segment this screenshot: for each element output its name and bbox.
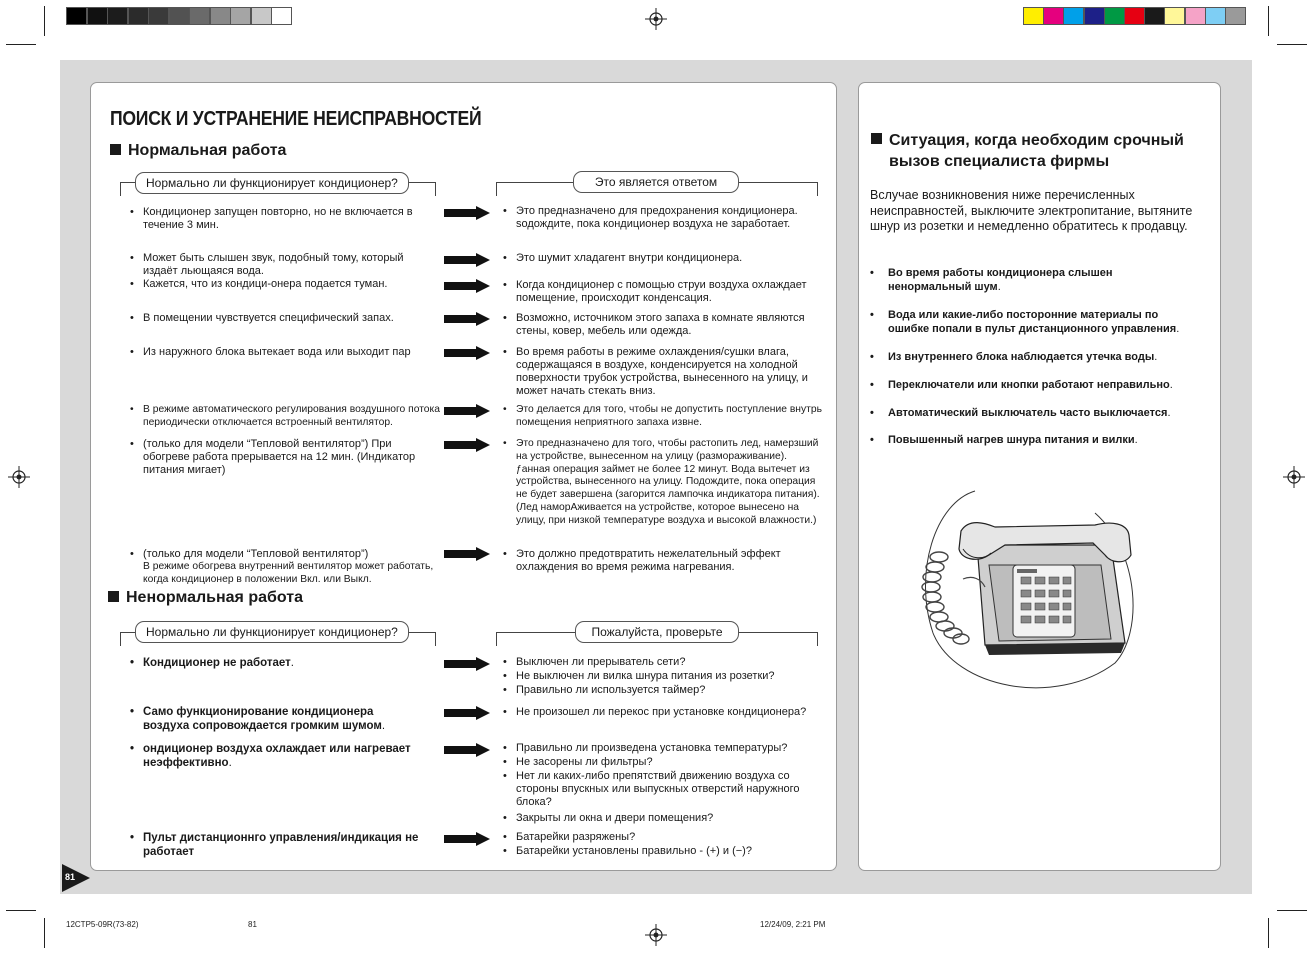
normal-row-right: • Это предназначено для предохранения кондиционера. sодождите, пока кондиционер воздуха не заработает. [503,205,823,231]
normal-row-left: • Кажется, что из кондици-онера подается туман. [130,278,425,291]
gray-swatch [230,7,251,25]
normal-row-right: • Это должно предотвратить нежелательный эффект охлаждения во время режима нагревания. [503,548,823,574]
gray-swatch [66,7,87,25]
gray-swatch [210,7,231,25]
registration-mark-icon [8,466,30,488]
urgent-item [870,308,1198,336]
arrow-right-icon [444,547,490,561]
punctuation: . [1167,407,1171,419]
square-bullet-icon [110,144,121,155]
arrow-right-icon [444,346,490,360]
urgent-item-text: Автоматический выключатель часто выключается [888,407,1168,419]
abnormal-check-item: • Батарейки установлены правильно - (+) и (−)? [503,845,823,858]
urgent-intro: Вслучае возникновения ниже перечисленных неисправностей, выключите электропитание, вытяните шнур из розетки и немедленно обратитесь к продавцу. [870,188,1193,233]
bullet-icon: • [870,379,874,391]
abnormal-row-left: • Кондиционер не работает. [130,656,420,670]
urgent-item-text: Из внутреннего блока наблюдается утечка воды [888,351,1155,363]
abnormal-check-item: • Правильно ли произведена установка температуры? [503,742,823,755]
arrow-right-icon [444,253,490,267]
color-swatch [1043,7,1064,25]
urgent-item-text: Переключатели или кнопки работают неправильно [888,379,1170,391]
normal-row-right: • Во время работы в режиме охлаждения/сушки влага, содержащаяся в воздухе, конденсируется на холодной поверхности трубок устройства, вынесенного на улицу, и может начать стекать вниз. [503,346,823,398]
color-swatch [1144,7,1165,25]
normal-row-right: • Это предназначено для того, чтобы растопить лед, намерзший на устройстве, вынесенном на улицу (размораживание). ƒанная операция займет не более 12 минут. Вода вытечет из устройства, вынесенного на улицу. Подождите, пока операция не будет завершена (загорится лампочка индикатора питания). (Лед наморАживается на устройстве, которое вынесено на улицу, при низкой температуре воздуха и высокой влажности.) [503,438,823,528]
normal-row-left: • В помещении чувствуется специфический запах. [130,312,425,325]
normal-row-left: • Кондиционер запущен повторно, но не включается в течение 3 мин. [130,206,425,232]
normal-row-left: • Может быть слышен звук, подобный тому, который издаёт льющаяся вода. [130,252,425,278]
telephone-illustration-icon [915,483,1145,698]
abnormal-answer-header: Пожалуйста, проверьте [575,621,739,643]
urgent-item-text: Во время работы кондиционера слышен ненормальный шум [888,267,1113,293]
punctuation: . [1169,379,1173,391]
bullet-icon: • [870,351,874,363]
normal-row-right: • Это делается для того, чтобы не допустить поступление внутрь помещения неприятного запаха извне. [503,404,823,430]
abnormal-check-item: • Батарейки разряжены? [503,831,823,844]
page-number: 81 [65,872,76,882]
abnormal-row-left: • ондиционер воздуха охлаждает или нагревает неэффективно. [130,742,420,770]
color-swatch [1185,7,1206,25]
abnormal-section-title [108,589,303,607]
urgent-item-text: Вода или какие-либо посторонние материалы по ошибке попали в пульт дистанционного управления [888,309,1177,335]
urgent-title-line1: Ситуация, когда необходим срочный [889,132,1184,149]
punctuation: . [1176,323,1180,335]
abnormal-check-item: • Правильно ли используется таймер? [503,684,823,697]
urgent-item [870,350,1198,364]
gray-swatch [87,7,108,25]
normal-question-label: Нормально ли функционирует кондиционер? [135,172,409,194]
normal-row-left: В режиме обогрева внутренний вентилятор может работать, когда кондиционер в положении Вкл. или Выкл. [143,561,434,585]
gray-swatch [271,7,292,25]
gray-swatch [128,7,149,25]
urgent-item [870,406,1198,420]
abnormal-check-item: • Не выключен ли вилка шнура питания из розетки? [503,670,823,683]
square-bullet-icon [871,133,882,144]
abnormal-section-title-text: Ненормальная работа [126,589,303,606]
arrow-right-icon [444,404,490,418]
abnormal-check-item: • Не произошел ли перекос при установке кондиционера? [503,706,823,719]
bullet-icon: • [870,407,874,419]
normal-row-left: • В режиме автоматического регулирования воздушного потока периодически отключается встроенный вентилятор. [130,404,445,430]
bullet-icon: • [870,267,874,279]
urgent-item [870,266,1198,294]
color-swatch [1164,7,1185,25]
normal-row-right: • Возможно, источником этого запаха в комнате являются стены, ковер, мебель или одежда. [503,312,823,338]
abnormal-check-item: • Не засорены ли фильтры? [503,756,823,769]
abnormal-question-label: Нормально ли функционирует кондиционер? [135,621,409,643]
abnormal-row-left: • Пульт дистанционнго управления/индикация не работает [130,831,420,859]
normal-answer-header: Это является ответом [573,171,739,193]
arrow-right-icon [444,438,490,452]
normal-row-right: • Это шумит хладагент внутри кондиционера. [503,252,823,265]
arrow-right-icon [444,312,490,326]
footer-page: 81 [248,920,257,929]
normal-section-title-text: Нормальная работа [128,142,287,159]
arrow-right-icon [444,743,490,757]
arrow-right-icon [444,279,490,293]
color-swatch [1084,7,1105,25]
urgent-title [889,130,1184,172]
normal-row-left: • Из наружного блока вытекает вода или выходит пар [130,346,425,359]
color-swatch [1063,7,1084,25]
normal-row-left-heading: • (только для модели “Тепловой вентилятор”) [130,548,435,561]
arrow-right-icon [444,206,490,220]
punctuation: . [1154,351,1158,363]
arrow-right-icon [444,706,490,720]
registration-mark-icon [645,8,667,30]
punctuation: . [997,281,1001,293]
registration-mark-icon [645,924,667,946]
urgent-title-line2: вызов специалиста фирмы [889,153,1110,170]
abnormal-check-item: • Выключен ли прерыватель сети? [503,656,823,669]
urgent-item [870,433,1198,447]
gray-swatch [169,7,190,25]
bullet-icon: • [870,434,874,446]
registration-mark-icon [1283,466,1305,488]
footer-file-code: 12CTP5-09R(73-82) [66,920,139,929]
abnormal-row-left: • Само функционирование кондиционера воздуха сопровождается громким шумом. [130,705,420,733]
arrow-right-icon [444,832,490,846]
color-swatch [1124,7,1145,25]
color-swatch [1225,7,1246,25]
normal-row-right: • Когда кондиционер с помощью струи воздуха охлаждает помещение, происходит конденсация. [503,279,823,305]
abnormal-check-item: • Закрыты ли окна и двери помещения? [503,812,823,825]
bullet-icon: • [870,309,874,321]
punctuation: . [1134,434,1138,446]
urgent-item [870,378,1198,392]
page-title: ПОИСК И УСТРАНЕНИЕ НЕИСПРАВНОСТЕЙ [110,108,482,130]
color-swatch [1023,7,1044,25]
normal-row-left: • (только для модели “Тепловой вентилятор”) При обогреве работа прерывается на 12 мин. (Индикатор питания мигает) [130,438,425,477]
normal-section-title [110,142,286,160]
color-swatch [1104,7,1125,25]
gray-swatch [251,7,272,25]
gray-swatch [107,7,128,25]
color-swatch [1205,7,1226,25]
arrow-right-icon [444,657,490,671]
square-bullet-icon [108,591,119,602]
gray-swatch [189,7,210,25]
footer-timestamp: 12/24/09, 2:21 PM [760,920,826,929]
gray-swatch [148,7,169,25]
abnormal-check-item: • Нет ли каких-либо препятствий движению воздуха со стороны впускных или выпускных отверстий наружного блока? [503,770,823,809]
urgent-item-text: Повышенный нагрев шнура питания и вилки [888,434,1135,446]
